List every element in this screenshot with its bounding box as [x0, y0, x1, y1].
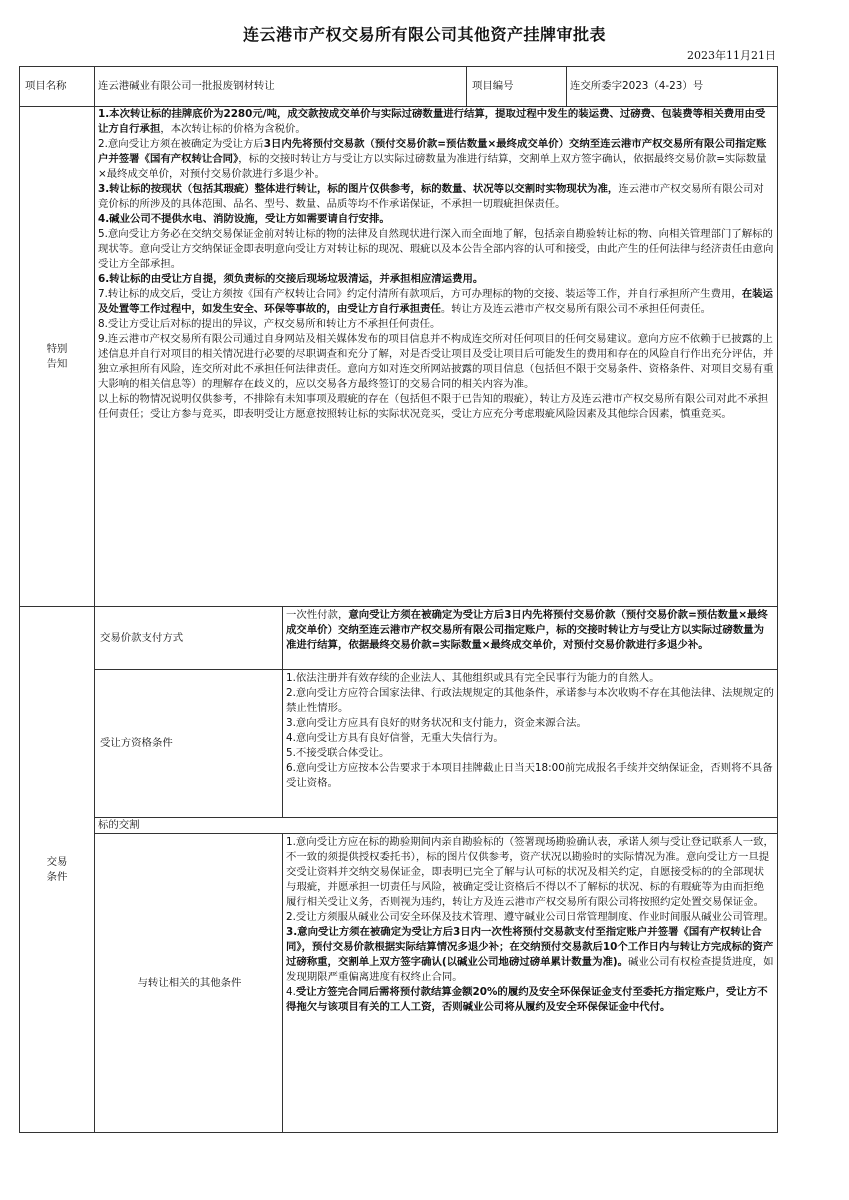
- text-segment: 。转让方及连云港市产权交易所有限公司不承担任何责任。: [440, 303, 712, 315]
- text-segment: 以上标的物情况说明仅供参考，不排除有未知事项及瑕疵的存在（包括但不限于已告知的瑕疵），转让方及连云港市产权交易所有限公司对此不承担任何责任；受让方参与竞买，即表明受让方愿意按照转让标的实际状况竞买，受让方应充分考虑瑕疵风险因素及其他综合因素，慎重竞买。: [98, 393, 769, 420]
- delivery-label: 标的交割: [95, 818, 778, 834]
- qualification-row: [20, 670, 778, 818]
- qualification-item: 3.意向受让方应具有良好的财务状况和支付能力，资金来源合法。: [286, 717, 587, 729]
- text-segment: 4.碱业公司不提供水电、消防设施，受让方如需要请自行安排。: [98, 213, 390, 225]
- text-segment: 碱业公司有权检查提货进度，如发现期限严重偏离进度有权终止合同。: [286, 956, 774, 983]
- notice-item: [98, 272, 774, 287]
- text-segment: 1.本次转让标的挂牌底价为2280元/吨，成交款按成交单价与实际过磅数量进行结算，提取过程中发生的装运费、过磅费、包装费等相关费用由受让方自行承担: [98, 108, 766, 135]
- qualification-item: 5.不接受联合体受让。: [286, 747, 390, 759]
- text-segment: 3.意向受让方须在被确定为受让方后3日内一次性将预付交易款支付至指定账户并签署《国有产权转让合同》，预付交易价款根据实际结算情况多退少补；在交纳预付交易款后10个工作日内与转让方完成标的资产过磅称重，交割单上双方签字确认(以碱业公司地磅过磅单累计数量为准)。: [286, 926, 774, 968]
- other-conditions-list: [286, 835, 774, 1015]
- text-segment: 7.转让标的成交后，受让方须按《国有产权转让合同》约定付清所有款项后，方可办理标的物的交接、装运等工作，并自行承担所产生费用，: [98, 288, 742, 300]
- qualification-list: [286, 671, 774, 791]
- notice-item: [98, 227, 774, 272]
- text-segment: 5.意向受让方务必在交纳交易保证金前对转让标的物的法律及自然现状进行深入而全面地了解，包括亲自勘验转让标的物、向相关管理部门了解标的现状等。意向受让方交纳保证金即表明意向受让方对转让标的现况、瑕疵以及本公告全部内容的认可和接受，由此产生的任何法律与经济责任由意向受让方全部承担。: [98, 228, 774, 270]
- notice-item: [98, 287, 774, 317]
- project-code-value: 连交所委字2023（4-23）号: [567, 67, 778, 107]
- special-notice-label: 特别 告知: [20, 107, 95, 607]
- other-conditions-row: [20, 834, 778, 1133]
- other-condition-item: [286, 835, 774, 910]
- project-row: [20, 67, 778, 107]
- payment-method-content: [286, 608, 774, 653]
- text-segment: 3.转让标的按现状（包括其瑕疵）整体进行转让，标的图片仅供参考，标的数量、状况等以交割时实物现状为准，: [98, 183, 619, 195]
- other-condition-item: [286, 910, 774, 925]
- text-segment: 意向受让方须在被确定为受让方后3日内先将预付交易价款（预付交易价款=预估数量×最终成交单价）交纳至连云港市产权交易所有限公司指定账户，标的交接时转让方与受让方以实际过磅数量为准进行结算，依据最终交易价款=实际数量×最终成交单价，对预付交易价款进行多退少补。: [286, 609, 768, 651]
- text-segment: 2.意向受让方须在被确定为受让方后: [98, 138, 264, 150]
- notice-item: [98, 392, 774, 422]
- other-conditions-label: 与转让相关的其他条件: [95, 834, 283, 1133]
- text-segment: 9.连云港市产权交易所有限公司通过自身网站及相关媒体发布的项目信息并不构成连交所对任何项目的任何交易建议。意向方应不依赖于已披露的上述信息并自行对项目的相关情况进行必要的尽职调查和充分了解，对是否受让项目及受让项目后可能发生的费用和存在的风险自行作出充分评估，并独立承担所有风险，连交所对此不承担任何法律责任。意向方如对连交所网站披露的项目信息（包括但不限于交易条件、资格条件、对项目交易有重大影响的相关信息等）的理解存在歧义的，应以交易各方最终签订的交易合同的相关内容为准。: [98, 333, 774, 390]
- text-segment: 1.意向受让方应在标的勘验期间内亲自勘验标的（签署现场勘验确认表，承诺人须与受让登记联系人一致，不一致的须提供授权委托书），标的图片仅供参考，资产状况以勘验时的实际情况为准。意向受让方一旦提交受让资料并交纳交易保证金，即表明已完全了解与认可标的状况及相关约定，自愿接受标的的全部现状与瑕疵，并愿承担一切责任与风险，被确定受让资格后不得以不了解标的状况、标的有瑕疵等为由而拒绝履行相关受让义务，否则视为违约，转让方及连云港市产权交易所有限公司将按照约定处置交易保证金。: [286, 836, 774, 908]
- other-condition-item: [286, 925, 774, 985]
- text-segment: ，标的交接时转让方与受让方以实际过磅数量为准进行结算，交割单上双方签字确认，依据最终交易价款=实际数量×最终成交单价，对预付交易价款进行多退少补。: [98, 153, 767, 180]
- notice-item: [98, 332, 774, 392]
- document-date: 2023年11月21日: [687, 49, 776, 62]
- text-segment: 3日内先将预付交易款（预付交易价款=预估数量×最终成交单价）交纳至连云港市产权交易所有限公司指定账户并签署《国有产权转让合同》: [98, 138, 767, 165]
- notice-list: [98, 107, 774, 422]
- notice-item: [98, 107, 774, 137]
- text-segment: ，本次转让标的价格为含税价。: [160, 123, 306, 135]
- text-segment: 4.: [286, 986, 296, 998]
- qualification-item: 4.意向受让方具有良好信誉，无重大失信行为。: [286, 732, 504, 744]
- notice-item: [98, 212, 774, 227]
- other-condition-item: [286, 985, 774, 1015]
- special-notice-row: [20, 107, 778, 607]
- qualification-item: 1.依法注册并有效存续的企业法人、其他组织或具有完全民事行为能力的自然人。: [286, 672, 660, 684]
- delivery-row: [20, 818, 778, 834]
- notice-item: [98, 182, 774, 212]
- text-segment: 在装运及处置等工作过程中，如发生安全、环保等事故的，由受让方自行承担责任: [98, 288, 773, 315]
- text-segment: 6.转让标的由受让方自提，须负责标的交接后现场垃圾清运，并承担相应清运费用。: [98, 273, 484, 285]
- notice-item: [98, 137, 774, 182]
- text-segment: 2.受让方须服从碱业公司安全环保及技术管理、遵守碱业公司日常管理制度、作业时间服从碱业公司管理。: [286, 911, 774, 923]
- qualification-label: 受让方资格条件: [95, 670, 283, 818]
- project-name-value: 连云港碱业有限公司一批报废钢材转让: [95, 67, 467, 107]
- text-segment: 连云港市产权交易所有限公司对竞价标的所涉及的具体范围、品名、型号、数量、品质等均不作承诺保证，不承担一切瑕疵担保责任。: [98, 183, 764, 210]
- text-segment: 8.受让方受让后对标的提出的异议，产权交易所和转让方不承担任何责任。: [98, 318, 441, 330]
- special-notice-content: [98, 107, 774, 606]
- text-segment: 一次性付款，: [286, 609, 349, 621]
- notice-item: [98, 317, 774, 332]
- trade-conditions-label: 交易 条件: [20, 607, 95, 1133]
- approval-table: [19, 66, 778, 1133]
- text-segment: 受让方签完合同后需将预付款结算金额20%的履约及安全环保保证金支付至委托方指定账户，受让方不得拖欠与该项目有关的工人工资，否则碱业公司将从履约及安全环保保证金中代付。: [286, 986, 768, 1013]
- qualification-item: 2.意向受让方应符合国家法律、行政法规规定的其他条件，承诺参与本次收购不存在其他法律、法规规定的禁止性情形。: [286, 687, 774, 714]
- qualification-item: 6.意向受让方应按本公告要求于本项目挂牌截止日当天18:00前完成报名手续并交纳保证金，否则将不具备受让资格。: [286, 762, 773, 789]
- payment-row: [20, 607, 778, 670]
- payment-method-label: 交易价款支付方式: [95, 607, 283, 670]
- project-name-label: 项目名称: [20, 67, 95, 107]
- page-title: 连云港市产权交易所有限公司其他资产挂牌审批表: [242, 25, 606, 44]
- project-code-label: 项目编号: [467, 67, 567, 107]
